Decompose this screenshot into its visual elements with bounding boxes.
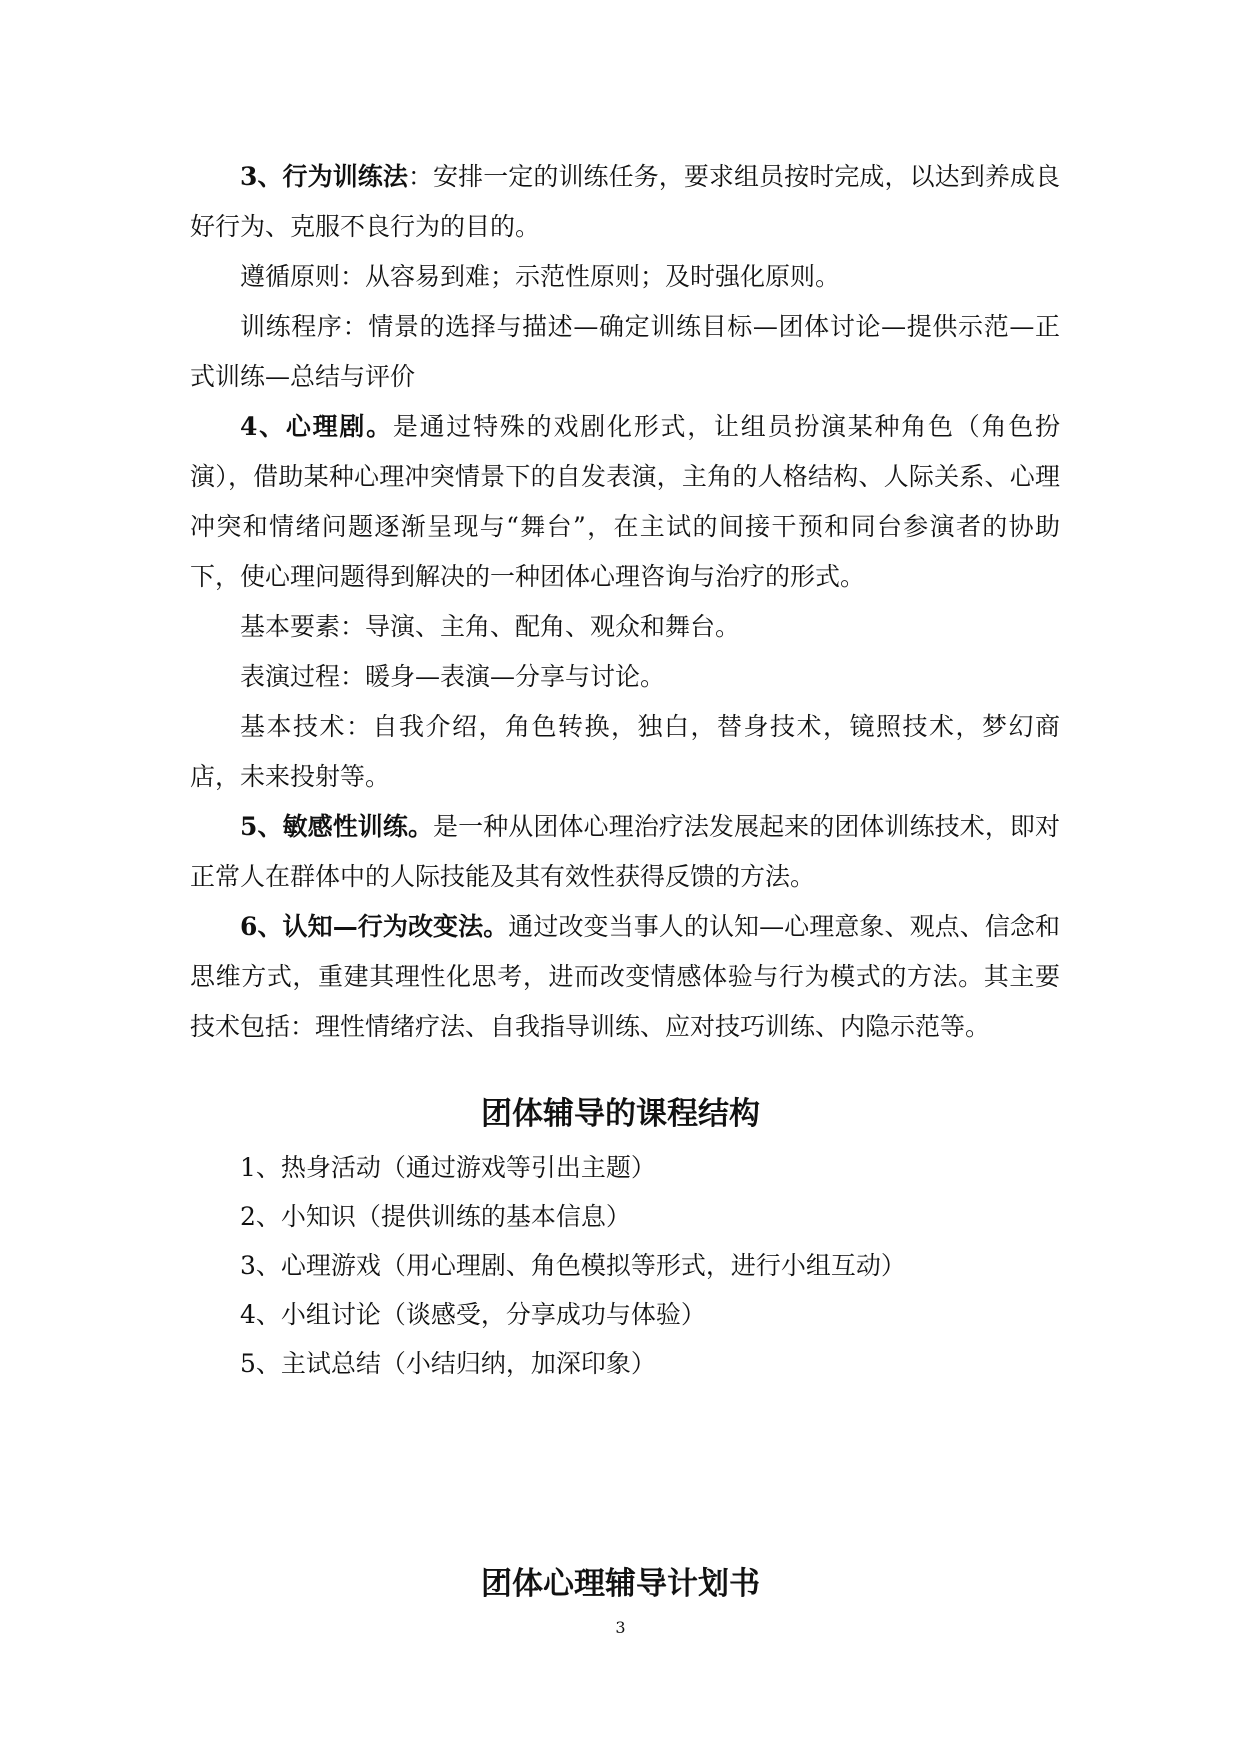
methods-section (190, 152, 1060, 1052)
list-item: 3、心理游戏（用心理剧、角色模拟等形式，进行小组互动） (240, 1251, 906, 1280)
paragraph-lead: 3、行为训练法 (240, 162, 408, 191)
paragraph-text: 基本技术：自我介绍，角色转换，独白，替身技术，镜照技术，梦幻商店，未来投射等。 (190, 712, 1060, 791)
paragraph-performance-process (190, 652, 1060, 702)
paragraph-lead: 6、认知—行为改变法。 (240, 912, 509, 941)
paragraph-lead: 5、敏感性训练。 (240, 812, 434, 841)
paragraph-psychodrama (190, 402, 1060, 602)
list-item: 5、主试总结（小结归纳，加深印象） (240, 1349, 656, 1378)
course-structure-list (240, 1143, 1060, 1388)
paragraph-training-procedure (190, 302, 1060, 402)
paragraph-text: 是通过特殊的戏剧化形式，让组员扮演某种角色（角色扮演），借助某种心理冲突情景下的自发表演，主角的人格结构、人际关系、心理冲突和情绪问题逐渐呈现与“舞台”，在主试的间接干预和同台参演者的协助下，使心理问题得到解决的一种团体心理咨询与治疗的形式。 (190, 412, 1060, 591)
paragraph-lead: 4、心理剧。 (240, 412, 393, 441)
paragraph-cognitive-behavioral (190, 902, 1060, 1052)
paragraph-text: 是一种从团体心理治疗法发展起来的团体训练技术，即对正常人在群体中的人际技能及其有效性获得反馈的方法。 (190, 812, 1060, 891)
paragraph-text: 表演过程：暖身—表演—分享与讨论。 (240, 662, 666, 691)
list-item: 2、小知识（提供训练的基本信息） (240, 1202, 631, 1231)
list-item: 4、小组讨论（谈感受，分享成功与体验） (240, 1300, 706, 1329)
page-number: 3 (615, 1618, 626, 1637)
paragraph-behavior-training (190, 152, 1060, 252)
paragraph-basic-techniques (190, 702, 1060, 802)
paragraph-principles (190, 252, 1060, 302)
paragraph-text: 基本要素：导演、主角、配角、观众和舞台。 (240, 612, 741, 641)
paragraph-basic-elements (190, 602, 1060, 652)
paragraph-text: ：安排一定的训练任务，要求组员按时完成，以达到养成良好行为、克服不良行为的目的。 (190, 162, 1060, 241)
paragraph-sensitivity-training (190, 802, 1060, 902)
plan-title: 团体心理辅导计划书 (481, 1566, 760, 1602)
list-item: 1、热身活动（通过游戏等引出主题） (240, 1153, 656, 1182)
course-structure-title: 团体辅导的课程结构 (481, 1096, 760, 1132)
paragraph-text: 通过改变当事人的认知—心理意象、观点、信念和思维方式，重建其理性化思考，进而改变情感体验与行为模式的方法。其主要技术包括：理性情绪疗法、自我指导训练、应对技巧训练、内隐示范等。 (190, 912, 1060, 1041)
paragraph-text: 遵循原则：从容易到难；示范性原则；及时强化原则。 (240, 262, 841, 291)
paragraph-text: 训练程序：情景的选择与描述—确定训练目标—团体讨论—提供示范—正式训练—总结与评价 (190, 312, 1060, 391)
